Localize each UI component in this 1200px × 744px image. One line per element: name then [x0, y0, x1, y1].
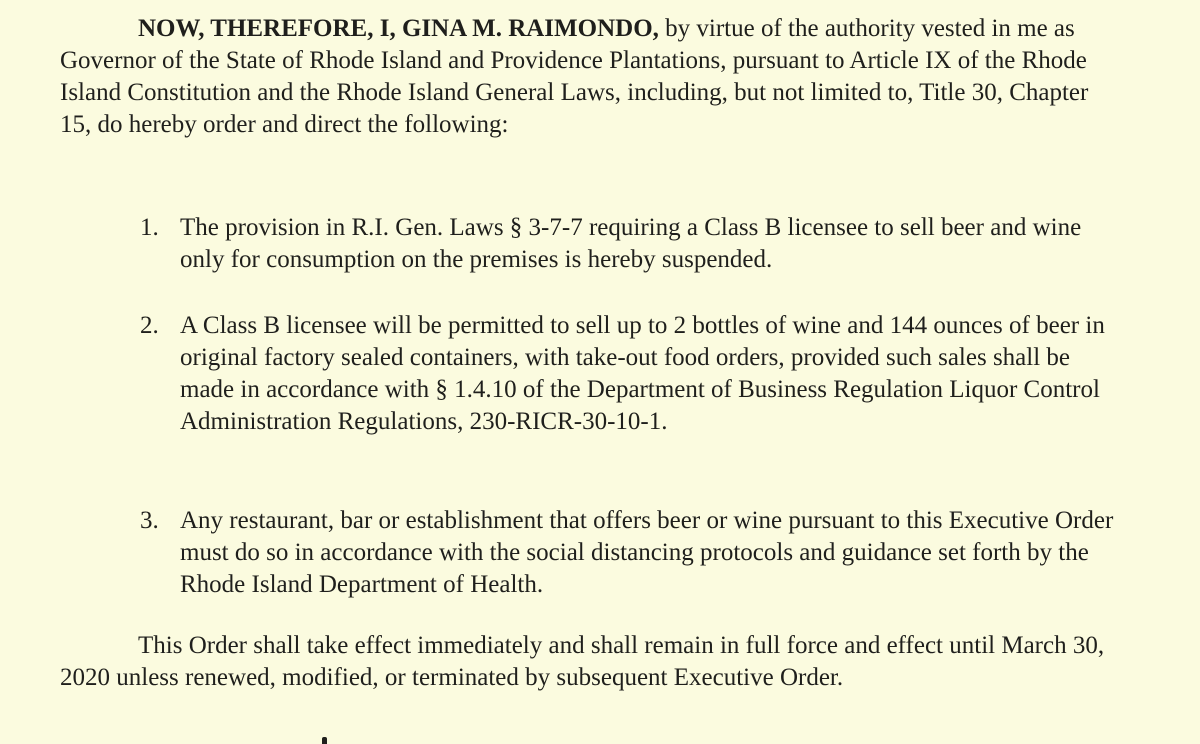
signature-mark-fragment	[322, 737, 327, 744]
order-item-number: 1.	[140, 214, 159, 241]
intro-lead: NOW, THEREFORE, I, GINA M. RAIMONDO,	[138, 15, 659, 42]
order-item-3	[140, 505, 1130, 601]
intro-paragraph	[60, 13, 1120, 141]
intro-text: by virtue of the authority vested in me as Governor of the State of Rhode Island and Providence Plantations, pursuant to Article IX of the Rhode Island Constitution and the Rhode Island General Laws, including, but not limited to, Title 30, Chapter 15, do hereby order and direct the following:	[60, 15, 1089, 138]
closing-paragraph	[60, 630, 1120, 694]
order-item-number: 3.	[140, 507, 159, 534]
closing-text: This Order shall take effect immediately and shall remain in full force and effect until March 30, 2020 unless renewed, modified, or terminated by subsequent Executive Order.	[60, 632, 1105, 691]
order-item-2	[140, 310, 1130, 438]
order-item-text: A Class B licensee will be permitted to sell up to 2 bottles of wine and 144 ounces of beer in original factory sealed containers, with take-out food orders, provided such sales shall be made in accordance with § 1.4.10 of the Department of Business Regulation Liquor Control Administration Regulations, 230-RICR-30-10-1.	[180, 312, 1105, 435]
order-item-number: 2.	[140, 312, 159, 339]
order-item-text: The provision in R.I. Gen. Laws § 3-7-7 requiring a Class B licensee to sell beer and wine only for consumption on the premises is hereby suspended.	[180, 214, 1082, 273]
order-item-text: Any restaurant, bar or establishment that offers beer or wine pursuant to this Executive Order must do so in accordance with the social distancing protocols and guidance set forth by the Rhode Island Department of Health.	[180, 507, 1114, 598]
order-item-1	[140, 212, 1130, 276]
